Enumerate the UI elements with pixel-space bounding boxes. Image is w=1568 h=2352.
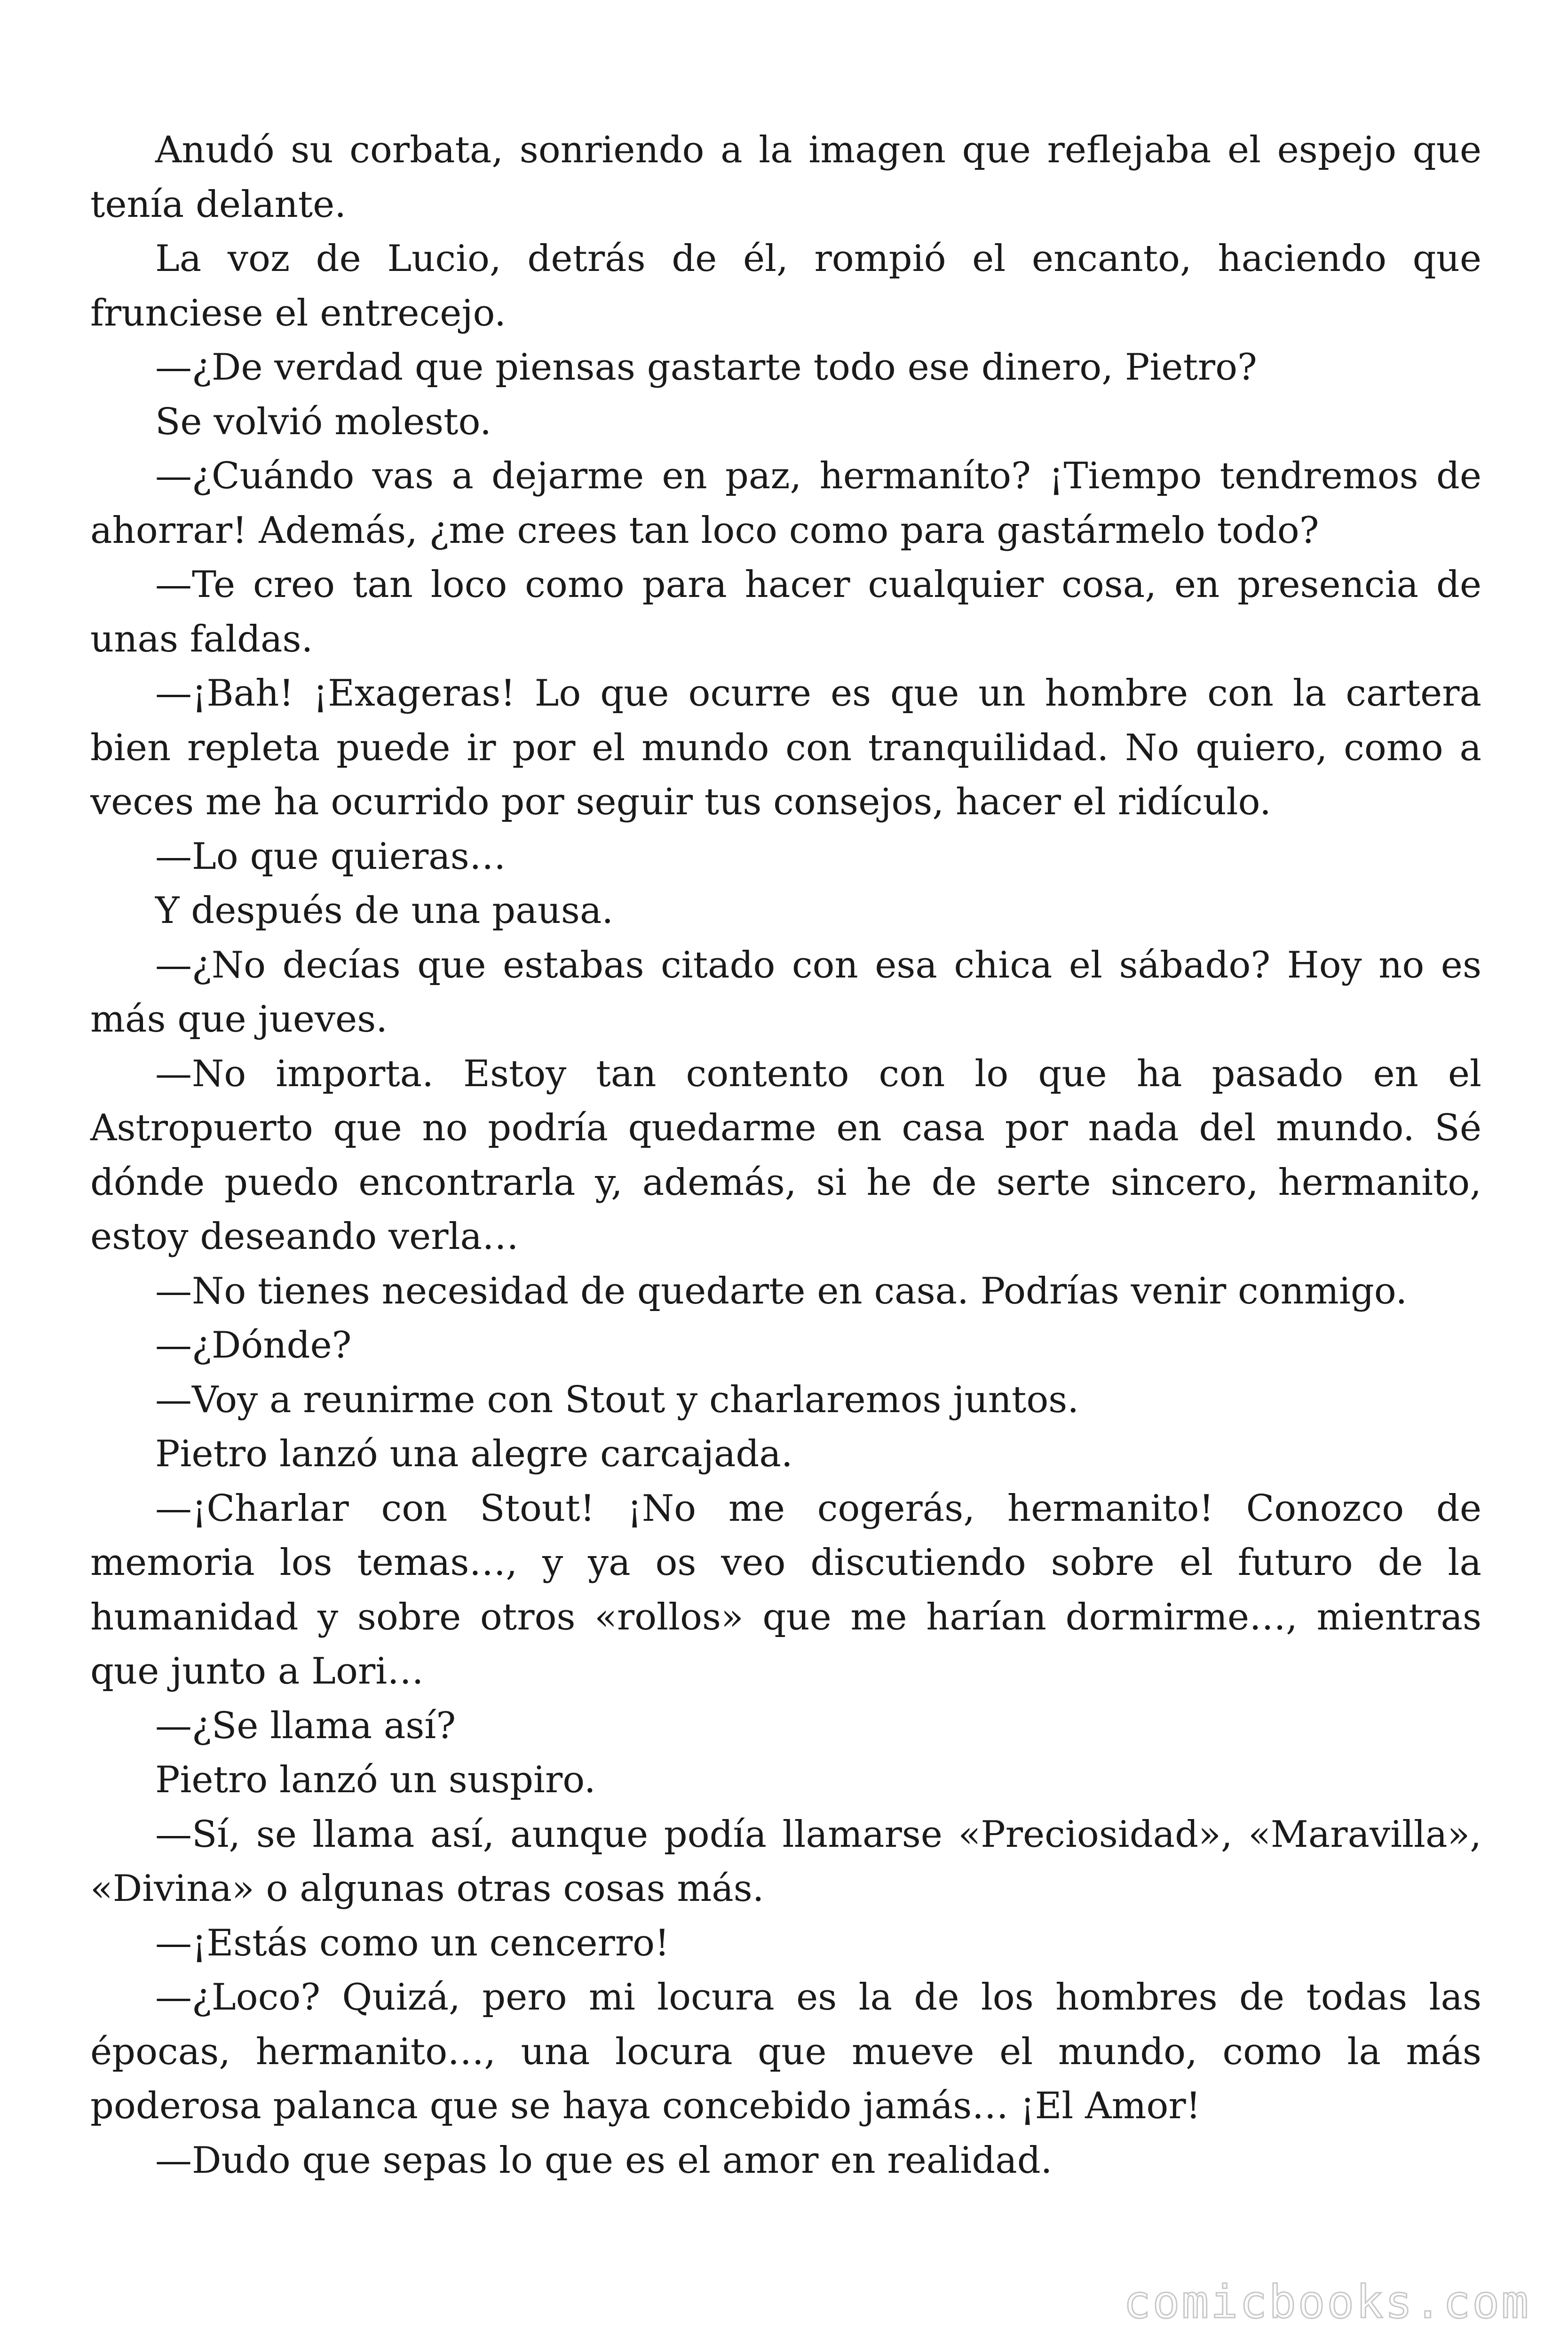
- paragraph: —¡Estás como un cencerro!: [155, 1922, 670, 1964]
- paragraph: —¿Cuándo vas a dejarme en paz, hermaníto? ¡Tiempo tendremos de ahorrar! Además, ¿me crees tan loco como para gastármelo todo?: [90, 455, 1481, 552]
- paragraph: Y después de una pausa.: [155, 890, 614, 932]
- paragraph: —¡Bah! ¡Exageras! Lo que ocurre es que un hombre con la cartera bien repleta puede ir por el mundo con tranquilidad. No quiero, como a veces me ha ocurrido por seguir tus consejos, hacer el ridículo.: [90, 672, 1481, 823]
- paragraph: —Lo que quieras…: [155, 835, 506, 878]
- page-body: [90, 123, 1481, 2188]
- paragraph: Pietro lanzó un suspiro.: [155, 1759, 596, 1801]
- paragraph: La voz de Lucio, detrás de él, rompió el encanto, haciendo que frunciese el entrecejo.: [90, 238, 1481, 334]
- paragraph: —¿No decías que estabas citado con esa chica el sábado? Hoy no es más que jueves.: [90, 944, 1481, 1041]
- paragraph: —Sí, se llama así, aunque podía llamarse «Preciosidad», «Maravilla», «Divina» o algunas otras cosas más.: [90, 1813, 1481, 1910]
- paragraph: —Voy a reunirme con Stout y charlaremos juntos.: [155, 1378, 1079, 1421]
- paragraph: —No importa. Estoy tan contento con lo que ha pasado en el Astropuerto que no podría quedarme en casa por nada del mundo. Sé dónde puedo encontrarla y, además, si he de serte sincero, hermanito, estoy deseando verla…: [90, 1052, 1481, 1258]
- paragraph: Pietro lanzó una alegre carcajada.: [155, 1433, 793, 1475]
- paragraph: Anudó su corbata, sonriendo a la imagen que reflejaba el espejo que tenía delante.: [90, 129, 1481, 226]
- watermark: comicbooks.com: [1123, 2276, 1530, 2328]
- paragraph: —¿Loco? Quizá, pero mi locura es la de los hombres de todas las épocas, hermanito…, una locura que mueve el mundo, como la más poderosa palanca que se haya concebido jamás… ¡El Amor!: [90, 1976, 1481, 2127]
- paragraph: —¡Charlar con Stout! ¡No me cogerás, hermanito! Conozco de memoria los temas…, y ya os veo discutiendo sobre el futuro de la humanidad y sobre otros «rollos» que me harían dormirme…, mientras que junto a Lori…: [90, 1487, 1481, 1692]
- paragraph: Se volvió molesto.: [155, 400, 491, 443]
- paragraph: —¿De verdad que piensas gastarte todo ese dinero, Pietro?: [155, 346, 1257, 389]
- paragraph: —¿Dónde?: [155, 1324, 352, 1367]
- paragraph: —¿Se llama así?: [155, 1704, 456, 1747]
- paragraph: —Dudo que sepas lo que es el amor en realidad.: [155, 2139, 1053, 2182]
- paragraph: —No tienes necesidad de quedarte en casa. Podrías venir conmigo.: [155, 1270, 1408, 1312]
- paragraph: —Te creo tan loco como para hacer cualquier cosa, en presencia de unas faldas.: [90, 564, 1481, 660]
